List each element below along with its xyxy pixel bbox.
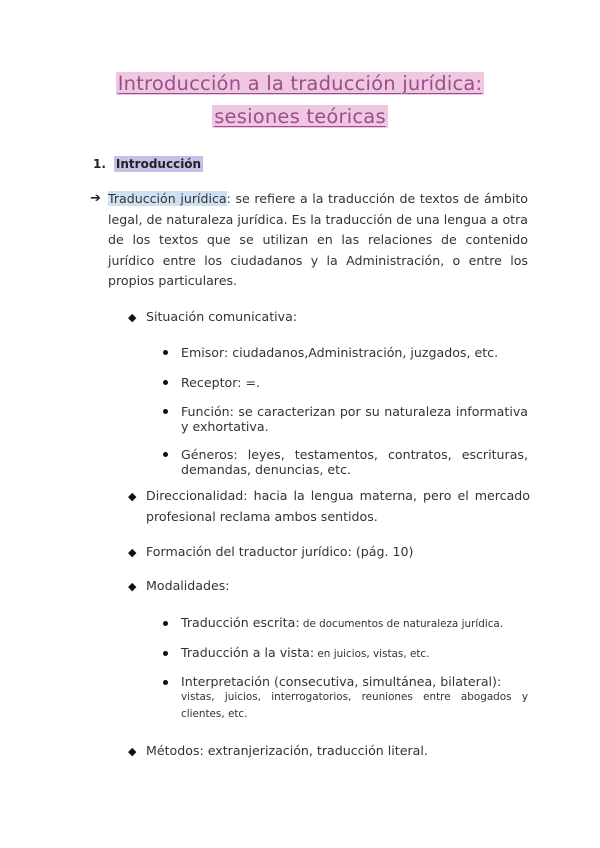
escrita-label: Traducción escrita: bbox=[181, 615, 300, 630]
intro-definition: : se refiere a la traducción de textos de ámbito legal, de naturaleza jurídica. Es la traducción de una lengua a otra de los textos que se utilizan en las relaciones de contenido jurídico entre los ciudadanos y la Administración, o entre los propios particulares. bbox=[108, 191, 528, 288]
bullet-dot-icon bbox=[163, 452, 168, 457]
bullet-dot-icon bbox=[163, 680, 168, 685]
title-line-2: sesiones teóricas bbox=[214, 105, 386, 128]
item-funcion: Función: se caracterizan por su naturaleza informativa y exhortativa. bbox=[181, 404, 528, 434]
diamond-bullet-icon: ◆ bbox=[128, 490, 137, 503]
item-metodos: Métodos: extranjerización, traducción literal. bbox=[146, 743, 428, 758]
title-line-1: Introducción a la traducción jurídica: bbox=[117, 72, 483, 95]
bullet-dot-icon bbox=[163, 380, 168, 385]
item-direccionalidad: Direccionalidad: hacia la lengua materna, pero el mercado profesional reclama ambos sentidos. bbox=[146, 488, 530, 524]
item-interpretacion bbox=[181, 674, 528, 723]
section-heading bbox=[93, 157, 203, 171]
item-situacion: Situación comunicativa: bbox=[146, 309, 298, 324]
vista-label: Traducción a la vista: bbox=[181, 645, 315, 660]
intro-term: Traducción jurídica bbox=[108, 191, 227, 206]
bullet-dot-icon bbox=[163, 350, 168, 355]
arrow-bullet-icon: ➔ bbox=[90, 191, 101, 206]
item-formacion: Formación del traductor jurídico: (pág. 10) bbox=[146, 544, 414, 559]
diamond-bullet-icon: ◆ bbox=[128, 745, 137, 758]
interp-label: Interpretación (consecutiva, simultánea, bilateral): bbox=[181, 674, 502, 689]
item-traduccion-escrita bbox=[181, 615, 528, 632]
intro-paragraph bbox=[108, 189, 528, 292]
escrita-desc: de documentos de naturaleza jurídica. bbox=[299, 618, 504, 630]
item-traduccion-vista bbox=[181, 645, 528, 662]
interp-desc: vistas, juicios, interrogatorios, reuniones entre abogados y clientes, etc. bbox=[181, 691, 528, 720]
item-generos: Géneros: leyes, testamentos, contratos, escrituras, demandas, denuncias, etc. bbox=[181, 447, 528, 477]
bullet-dot-icon bbox=[163, 651, 168, 656]
bullet-dot-icon bbox=[163, 621, 168, 626]
diamond-bullet-icon: ◆ bbox=[128, 546, 137, 559]
section-label: Introducción bbox=[115, 157, 202, 171]
item-emisor: Emisor: ciudadanos,Administración, juzgados, etc. bbox=[181, 345, 499, 360]
vista-desc: en juicios, vistas, etc. bbox=[314, 648, 430, 660]
diamond-bullet-icon: ◆ bbox=[128, 580, 137, 593]
item-receptor: Receptor: =. bbox=[181, 375, 260, 390]
bullet-dot-icon bbox=[163, 409, 168, 414]
diamond-bullet-icon: ◆ bbox=[128, 311, 137, 324]
item-modalidades: Modalidades: bbox=[146, 578, 230, 593]
section-number: 1. bbox=[93, 157, 106, 171]
